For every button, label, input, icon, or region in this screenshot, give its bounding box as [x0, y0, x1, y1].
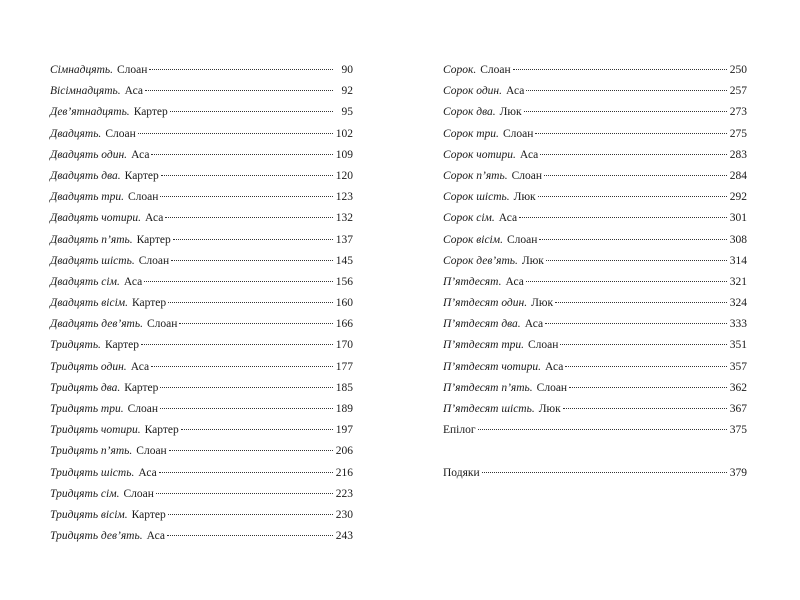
chapter-number: Сорок два.	[443, 106, 496, 119]
page-number: 216	[335, 466, 353, 479]
dot-leader	[168, 514, 333, 515]
chapter-number: Двадцять один.	[50, 148, 128, 161]
page-number: 250	[729, 64, 747, 76]
toc-entry	[50, 60, 353, 81]
chapter-number: Тридцять вісім.	[50, 508, 128, 521]
dot-leader	[171, 260, 333, 261]
page-number: 284	[729, 169, 747, 182]
chapter-number: Двадцять вісім.	[50, 297, 129, 310]
dot-leader	[160, 387, 333, 388]
chapter-narrator: Слоан	[536, 381, 568, 394]
dot-leader	[526, 90, 727, 91]
toc-left-column	[50, 60, 353, 547]
page-number: 257	[729, 85, 747, 98]
toc-entry	[443, 272, 747, 293]
page-number: 273	[729, 106, 747, 119]
chapter-narrator: Аса	[498, 212, 518, 225]
dot-leader	[526, 281, 727, 282]
toc-entry	[50, 208, 353, 229]
page-number: 156	[335, 275, 353, 288]
chapter-number: Сорок дев’ять.	[443, 254, 518, 267]
page-number: 321	[729, 275, 747, 288]
chapter-narrator: Картер	[131, 508, 166, 521]
chapter-number: Сорок вісім.	[443, 233, 503, 246]
chapter-number: Сімнадцять.	[50, 64, 113, 76]
page-number: 357	[729, 360, 747, 373]
dot-leader	[478, 429, 727, 430]
page-number: 292	[729, 191, 747, 204]
chapter-number: Двадцять дев’ять.	[50, 318, 143, 331]
chapter-narrator: Аса	[131, 148, 150, 161]
dot-leader	[565, 366, 727, 367]
dot-leader	[482, 472, 727, 473]
chapter-narrator: Аса	[506, 85, 525, 98]
page-number: 375	[729, 424, 747, 437]
dot-leader	[560, 344, 727, 345]
chapter-narrator: Аса	[545, 360, 564, 373]
toc-entry	[443, 230, 747, 251]
chapter-number: П’ятдесят.	[443, 275, 502, 288]
page-number: 351	[729, 339, 747, 352]
toc-entry	[443, 335, 747, 356]
dot-leader	[168, 302, 333, 303]
page-number: 137	[335, 233, 353, 246]
page-number: 301	[729, 212, 747, 225]
chapter-narrator: Картер	[104, 339, 140, 352]
dot-leader	[173, 239, 333, 240]
toc-entry	[50, 484, 353, 505]
chapter-narrator: Подяки	[443, 466, 480, 479]
chapter-number: П’ятдесят два.	[443, 318, 521, 331]
toc-entry	[443, 378, 747, 399]
chapter-narrator: Картер	[132, 297, 167, 310]
chapter-number: Тридцять шість.	[50, 466, 135, 479]
dot-leader	[179, 323, 333, 324]
toc-entry	[443, 293, 747, 314]
chapter-number: Сорок три.	[443, 127, 499, 140]
dot-leader	[546, 260, 727, 261]
chapter-number: Тридцять один.	[50, 360, 127, 373]
dot-leader	[145, 90, 333, 91]
chapter-narrator: Слоан	[511, 169, 543, 182]
chapter-narrator: Слоан	[128, 191, 159, 204]
dot-leader	[540, 154, 727, 155]
chapter-narrator: Люк	[499, 106, 522, 119]
toc-entry	[443, 166, 747, 187]
chapter-narrator: Картер	[136, 233, 171, 246]
dot-leader	[524, 111, 727, 112]
chapter-narrator: Слоан	[136, 445, 167, 458]
toc-entry	[50, 124, 353, 145]
page-number: 243	[335, 530, 353, 543]
page-number: 362	[729, 381, 747, 394]
chapter-number: Двадцять чотири.	[50, 212, 141, 225]
chapter-narrator: Картер	[144, 424, 179, 437]
chapter-number: Тридцять сім.	[50, 487, 120, 500]
chapter-narrator: Слоан	[502, 127, 534, 140]
chapter-number: П’ятдесят три.	[443, 339, 525, 352]
dot-leader	[563, 408, 727, 409]
chapter-narrator: Картер	[133, 106, 168, 119]
dot-leader	[141, 344, 333, 345]
dot-leader	[160, 196, 333, 197]
page-number: 324	[729, 297, 747, 310]
dot-leader	[555, 302, 727, 303]
page-number: 189	[335, 403, 353, 415]
page-number: 275	[729, 127, 747, 140]
chapter-number: П’ятдесят один.	[443, 297, 528, 310]
toc-entry	[50, 187, 353, 208]
dot-leader	[151, 154, 333, 155]
dot-leader	[165, 217, 333, 218]
dot-leader	[144, 281, 333, 282]
toc-entry	[50, 463, 353, 484]
page-number: 120	[335, 169, 353, 182]
chapter-number: Двадцять сім.	[50, 275, 120, 288]
page-number: 145	[335, 254, 353, 267]
toc-entry	[443, 145, 747, 166]
dot-leader	[544, 175, 727, 176]
chapter-number: Дев’ятнадцять.	[50, 106, 130, 119]
page-number: 160	[335, 297, 353, 310]
dot-leader	[167, 535, 333, 536]
toc-entry	[50, 420, 353, 441]
toc-entry	[443, 60, 747, 81]
chapter-number: Вісімнадцять.	[50, 85, 121, 98]
page-number: 166	[335, 318, 353, 331]
chapter-number: Сорок п’ять.	[443, 169, 508, 182]
chapter-narrator: Картер	[124, 169, 159, 182]
chapter-narrator: Аса	[505, 275, 524, 288]
dot-leader	[545, 323, 727, 324]
toc-entry	[50, 81, 353, 102]
chapter-number: Сорок чотири.	[443, 148, 516, 161]
page-number: 379	[729, 466, 747, 479]
page-number: 367	[729, 403, 747, 415]
page-number: 90	[341, 64, 353, 76]
toc-right-column	[443, 60, 747, 484]
chapter-narrator: Слоан	[138, 254, 170, 267]
toc-entry	[50, 314, 353, 335]
dot-leader	[538, 196, 727, 197]
page-number: 132	[335, 212, 353, 225]
dot-leader	[159, 472, 333, 473]
toc-entry	[443, 187, 747, 208]
toc-entry	[50, 166, 353, 187]
chapter-narrator: Аса	[524, 318, 544, 331]
dot-leader	[151, 366, 333, 367]
page-number: 308	[729, 233, 747, 246]
chapter-narrator: Аса	[519, 148, 539, 161]
chapter-number: Тридцять два.	[50, 381, 121, 394]
toc-entry	[443, 124, 747, 145]
dot-leader	[156, 493, 333, 494]
chapter-number: Двадцять шість.	[50, 254, 135, 267]
chapter-number: Сорок один.	[443, 85, 502, 98]
chapter-narrator: Люк	[531, 297, 554, 310]
dot-leader	[535, 133, 727, 134]
toc-entry	[50, 145, 353, 166]
dot-leader	[149, 69, 333, 70]
chapter-narrator: Аса	[123, 275, 143, 288]
toc-entry	[50, 272, 353, 293]
chapter-narrator: Слоан	[117, 64, 148, 76]
page-number: 230	[335, 508, 353, 521]
toc-entry	[50, 102, 353, 123]
toc-entry	[50, 399, 353, 420]
chapter-narrator: Аса	[138, 466, 157, 479]
chapter-number: Тридцять три.	[50, 403, 124, 415]
toc-entry	[50, 441, 353, 462]
chapter-narrator: Слоан	[528, 339, 559, 352]
dot-leader	[161, 175, 333, 176]
toc-entry	[50, 335, 353, 356]
page-number: 283	[729, 148, 747, 161]
chapter-number: П’ятдесят чотири.	[443, 360, 541, 373]
toc-entry	[443, 208, 747, 229]
toc-entry	[443, 420, 747, 441]
toc-entry	[50, 378, 353, 399]
page-number: 95	[341, 106, 353, 119]
chapter-number: Сорок шість.	[443, 191, 510, 204]
toc-entry	[443, 463, 747, 484]
chapter-narrator: Слоан	[480, 64, 511, 76]
chapter-number: Тридцять п’ять.	[50, 445, 133, 458]
dot-leader	[160, 408, 333, 409]
chapter-narrator: Аса	[144, 212, 164, 225]
dot-leader	[539, 239, 727, 240]
page-number: 123	[335, 191, 353, 204]
toc-entry	[443, 81, 747, 102]
dot-leader	[181, 429, 333, 430]
toc-entry	[443, 251, 747, 272]
chapter-narrator: Картер	[124, 381, 159, 394]
chapter-number: Тридцять дев’ять.	[50, 530, 143, 543]
chapter-narrator: Слоан	[123, 487, 154, 500]
chapter-number: Сорок сім.	[443, 212, 495, 225]
chapter-number: Тридцять.	[50, 339, 101, 352]
chapter-narrator: Люк	[538, 403, 561, 415]
chapter-narrator: Слоан	[127, 403, 159, 415]
toc-entry	[50, 505, 353, 526]
toc-entry	[443, 102, 747, 123]
chapter-narrator: Люк	[521, 254, 544, 267]
dot-leader	[138, 133, 333, 134]
toc-entry	[443, 357, 747, 378]
dot-leader	[170, 111, 333, 112]
chapter-narrator: Аса	[146, 530, 165, 543]
page-number: 109	[335, 148, 353, 161]
page-number: 314	[729, 254, 747, 267]
chapter-number: Сорок.	[443, 64, 477, 76]
toc-entry	[50, 251, 353, 272]
chapter-number: Двадцять три.	[50, 191, 124, 204]
chapter-number: Двадцять п’ять.	[50, 233, 133, 246]
dot-leader	[513, 69, 727, 70]
chapter-narrator: Аса	[124, 85, 144, 98]
toc-entry	[50, 357, 353, 378]
page-number: 197	[335, 424, 353, 437]
chapter-narrator: Епілог	[443, 424, 476, 437]
chapter-narrator: Слоан	[506, 233, 538, 246]
page-number: 333	[729, 318, 747, 331]
dot-leader	[169, 450, 333, 451]
page-number: 223	[335, 487, 353, 500]
dot-leader	[569, 387, 727, 388]
page-number: 177	[335, 360, 353, 373]
chapter-number: П’ятдесят шість.	[443, 403, 535, 415]
chapter-number: П’ятдесят п’ять.	[443, 381, 533, 394]
toc-entry	[50, 526, 353, 547]
chapter-narrator: Люк	[513, 191, 536, 204]
chapter-number: Двадцять.	[50, 127, 102, 140]
page-number: 102	[335, 127, 353, 140]
toc-entry	[443, 399, 747, 420]
chapter-narrator: Аса	[130, 360, 150, 373]
chapter-number: Тридцять чотири.	[50, 424, 141, 437]
toc-entry	[50, 230, 353, 251]
section-spacer	[443, 441, 747, 462]
chapter-number: Двадцять два.	[50, 169, 121, 182]
chapter-narrator: Слоан	[146, 318, 178, 331]
page-number: 170	[335, 339, 353, 352]
page-number: 185	[335, 381, 353, 394]
chapter-narrator: Слоан	[105, 127, 136, 140]
dot-leader	[519, 217, 727, 218]
toc-entry	[443, 314, 747, 335]
toc-entry	[50, 293, 353, 314]
page-number: 206	[335, 445, 353, 458]
page-number: 92	[341, 85, 353, 98]
